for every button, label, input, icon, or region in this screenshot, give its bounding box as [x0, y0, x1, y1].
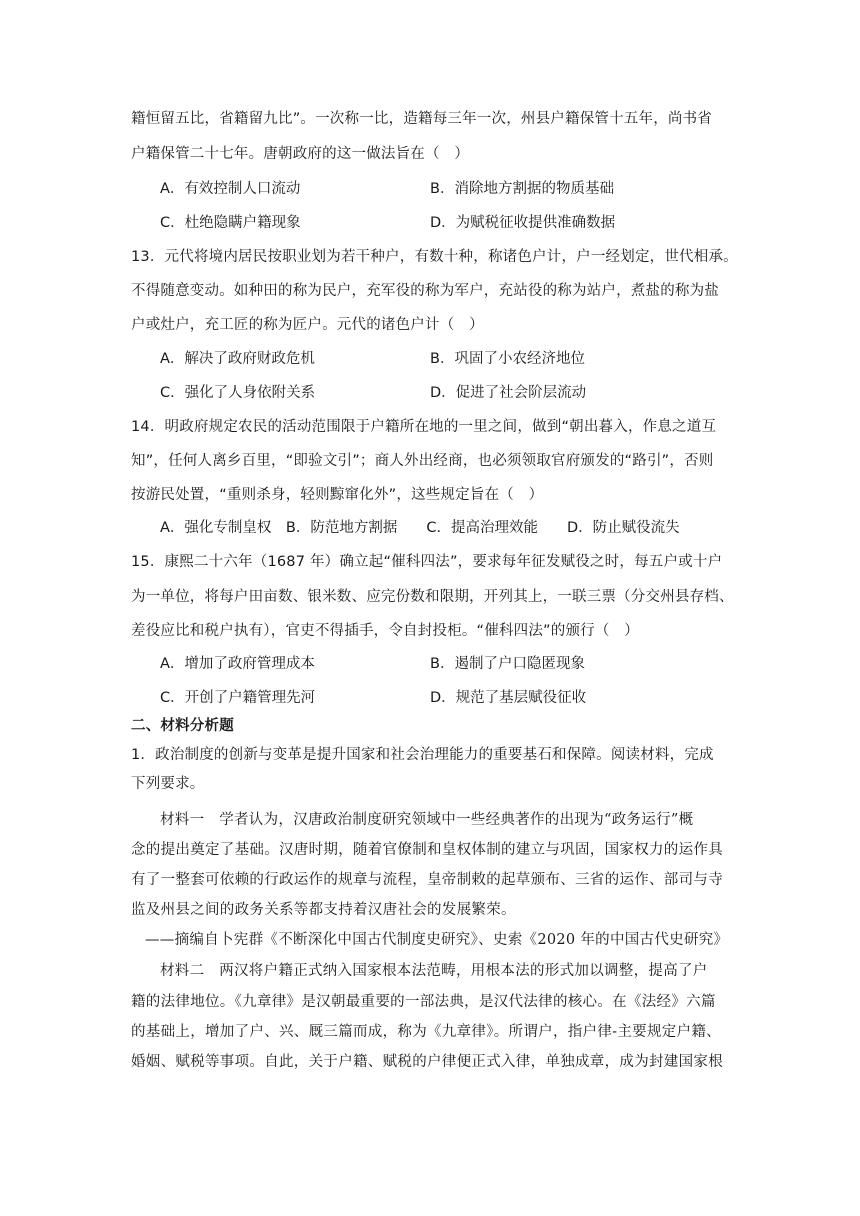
- q13-option-c: C．强化了人身依附关系: [160, 385, 316, 401]
- material1-source: ——摘编自卜宪群《不断深化中国古代制度史研究》、史索《2020 年的中国古代史研究》: [145, 932, 729, 948]
- q15-option-d: D．规范了基层赋役征收: [430, 690, 587, 706]
- section-heading: 二、材料分析题: [131, 718, 234, 734]
- material1-line-3: 有了一整套可依赖的行政运作的规章与流程，皇帝制敕的起草颁布、三省的运作、部司与寺: [131, 872, 723, 888]
- material2-line-3: 的基础上，增加了户、兴、厩三篇而成，称为《九章律》。所谓户，指户律-主要规定户籍、: [131, 1024, 721, 1040]
- q13-text-line-2: 不得随意变动。如种田的称为民户，充军役的称为军户，充站役的称为站户，煮盐的称为盐: [131, 283, 719, 299]
- q12-text-line-1: 籍恒留五比，省籍留九比”。一次称一比，造籍每三年一次，州县户籍保管十五年，尚书省: [131, 111, 713, 127]
- q15-text-line-1: 15．康熙二十六年（1687 年）确立起“催科四法”，要求每年征发赋役之时，每五户或十户: [131, 554, 723, 570]
- q13-option-d: D．促进了社会阶层流动: [430, 385, 587, 401]
- section2-q1-line-2: 下列要求。: [131, 776, 205, 792]
- section2-q1-line-1: 1．政治制度的创新与变革是提升国家和社会治理能力的重要基石和保障。阅读材料，完成: [131, 747, 714, 763]
- material1-line-1: 材料一 学者认为，汉唐政治制度研究领域中一些经典著作的出现为“政务运行”概: [160, 812, 694, 828]
- q12-option-a: A．有效控制人口流动: [160, 181, 301, 197]
- material2-line-2: 籍的法律地位。《九章律》是汉朝最重要的一部法典，是汉代法律的核心。在《法经》六篇: [131, 994, 716, 1010]
- q12-option-b: B．消除地方割据的物质基础: [430, 181, 614, 197]
- q15-option-a: A．增加了政府管理成本: [160, 656, 315, 672]
- q12-text-line-2: 户籍保管二十七年。唐朝政府的这一做法旨在（ ）: [131, 146, 470, 162]
- q15-text-line-3: 差役应比和税户执有），官吏不得插手，令自封投柜。“催科四法”的颁行（ ）: [131, 623, 639, 639]
- q13-option-a: A．解决了政府财政危机: [160, 351, 315, 367]
- q14-text-line-3: 按游民处置，“重则杀身，轻则黥窜化外”，这些规定旨在（ ）: [131, 487, 544, 503]
- q15-option-b: B．遏制了户口隐匿现象: [430, 656, 585, 672]
- q13-text-line-1: 13．元代将境内居民按职业划为若干种户，有数十种，称诸色户计，户一经划定，世代相承。: [131, 249, 738, 265]
- q15-option-c: C．开创了户籍管理先河: [160, 690, 316, 706]
- q14-text-line-1: 14．明政府规定农民的活动范围限于户籍所在地的一里之间，做到“朝出暮入，作息之道互: [131, 419, 717, 435]
- q13-text-line-3: 户或灶户，充工匠的称为匠户。元代的诸色户计（ ）: [131, 317, 484, 333]
- q12-option-d: D．为赋税征收提供准确数据: [430, 215, 616, 231]
- q12-option-c: C．杜绝隐瞒户籍现象: [160, 215, 301, 231]
- material2-line-4: 婚姻、赋税等事项。自此，关于户籍、赋税的户律便正式入律，单独成章，成为封建国家根: [131, 1054, 723, 1070]
- material1-line-4: 监及州县之间的政务关系等都支持着汉唐社会的发展繁荣。: [131, 902, 516, 918]
- q13-option-b: B．巩固了小农经济地位: [430, 351, 585, 367]
- material1-line-2: 念的提出奠定了基础。汉唐时期，随着官僚制和皇权体制的建立与巩固，国家权力的运作具: [131, 842, 723, 858]
- q14-text-line-2: 知”，任何人离乡百里，“即验文引”；商人外出经商，也必须领取官府颁发的“路引”，否则: [131, 453, 714, 469]
- material2-line-1: 材料二 两汉将户籍正式纳入国家根本法范畴，用根本法的形式加以调整，提高了户: [160, 963, 708, 979]
- q15-text-line-2: 为一单位，将每户田亩数、银米数、应完份数和限期，开列其上，一联三票（分交州县存档、: [131, 589, 734, 605]
- q14-options: A．强化专制皇权 B．防范地方割据 C．提高治理效能 D．防止赋役流失: [160, 520, 680, 536]
